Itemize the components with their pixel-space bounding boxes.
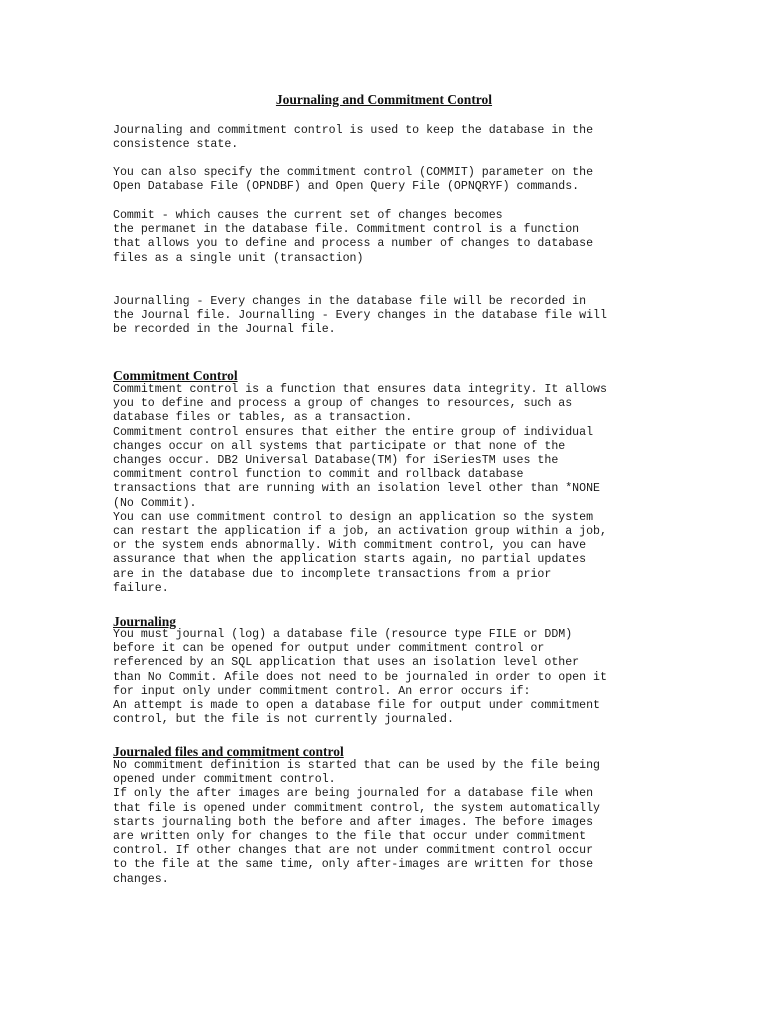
journaling-body: You must journal (log) a database file (resource type FILE or DDM) before it can be opened for output under commitment control or referenced by an SQL application that uses an isolation level other than No Commit. Afile does not need to be journaled in order to open it for input only under commitment control. An error occurs if: An attempt is made to open a database file for output under commitment control, but the file is not currently journaled. [113,628,607,727]
intro-paragraph-2: You can also specify the commitment control (COMMIT) parameter on the Open Database File (OPNDBF) and Open Query File (OPNQRYF) commands. [113,166,594,194]
document-title: Journaling and Commitment Control [275,92,493,107]
commitment-control-body: Commitment control is a function that ensures data integrity. It allows you to define and process a group of changes to resources, such as database files or tables, as a transaction. Commitment control ensures that either the entire group of individual changes occur on all systems that participate or that none of the changes occur. DB2 Universal Database(TM) for iSeriesTM uses the commitment control function to commit and rollback database transactions that are running with an isolation level other than *NONE (No Commit). You can use commitment control to design an application so the system can restart the application if a job, an activation group within a job, or the system ends abnormally. With commitment control, you can have assurance that when the application starts again, no partial updates are in the database due to incomplete transactions from a prior failure. [113,383,607,595]
journaled-files-heading: Journaled files and commitment control [113,744,344,759]
journaling-heading: Journaling [113,614,177,629]
intro-paragraph-3: Commit - which causes the current set of changes becomes the permanet in the database file. Commitment control is a function that allows you to define and process a number of changes to database files as a single unit (transaction) [113,209,594,265]
commitment-control-heading: Commitment Control [113,368,238,383]
intro-paragraph-1: Journaling and commitment control is used to keep the database in the consistence state. [113,124,594,152]
journaled-files-body: No commitment definition is started that can be used by the file being opened under commitment control. If only the after images are being journaled for a database file when that file is opened under commitment control, the system automatically starts journaling both the before and after images. The before images are written only for changes to the file that occur under commitment control. If other changes that are not under commitment control occur to the file at the same time, only after-images are written for those changes. [113,759,601,886]
intro-paragraph-4: Journalling - Every changes in the database file will be recorded in the Journal file. Journalling - Every changes in the database file will be recorded in the Journal file. [113,295,607,337]
